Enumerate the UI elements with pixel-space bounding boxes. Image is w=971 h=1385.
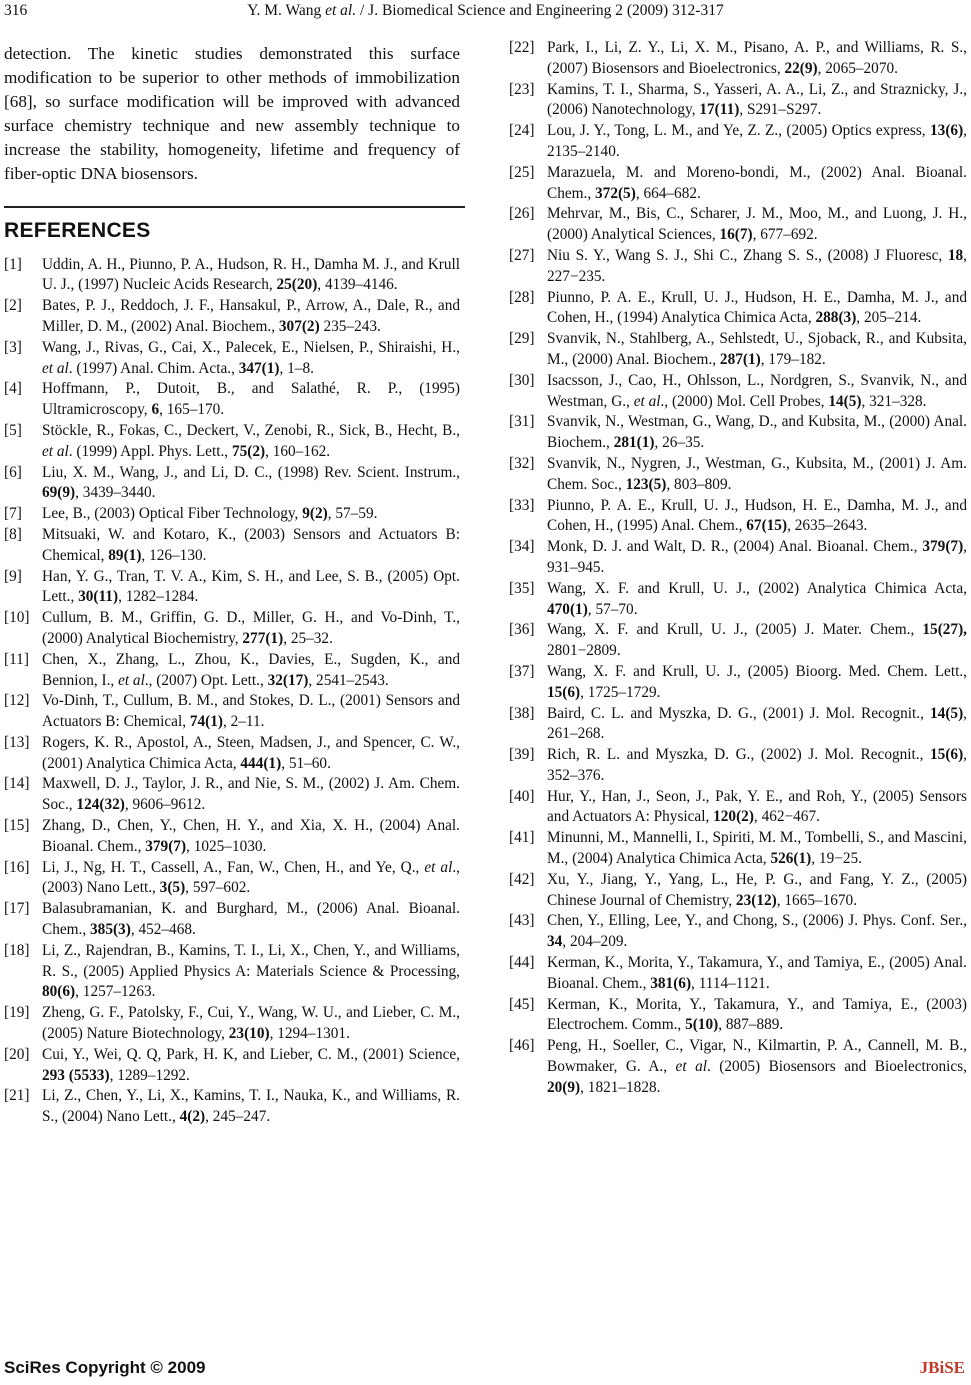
reference-item	[509, 620, 967, 662]
reference-text: Kamins, T. I., Sharma, S., Yasseri, A. A., Li, Z., and Straznicky, J., (2006) Nanotechnology, 17(11), S291–S297.	[547, 80, 967, 119]
reference-item	[509, 828, 967, 870]
reference-number: [23]	[509, 80, 535, 98]
reference-text: Minunni, M., Mannelli, I., Spiriti, M. M., Tombelli, S., and Mascini, M., (2004) Analytica Chimica Acta, 526(1), 19−25.	[547, 829, 967, 868]
reference-item	[509, 163, 967, 205]
reference-item	[509, 329, 967, 371]
reference-number: [21]	[4, 1087, 30, 1105]
reference-item	[509, 537, 967, 579]
reference-number: [31]	[509, 413, 535, 431]
reference-item	[509, 1036, 967, 1098]
reference-text: Hur, Y., Han, J., Seon, J., Pak, Y. E., and Roh, Y., (2005) Sensors and Actuators A: Physical, 120(2), 462−467.	[547, 787, 967, 826]
reference-text: Li, Z., Rajendran, B., Kamins, T. I., Li, X., Chen, Y., and Williams, R. S., (2005) Applied Physics A: Materials Science & Processing, 80(6), 1257–1263.	[42, 941, 460, 1001]
reference-number: [42]	[509, 870, 535, 888]
reference-item	[4, 296, 460, 338]
reference-text: Monk, D. J. and Walt, D. R., (2004) Anal. Bioanal. Chem., 379(7), 931–945.	[547, 538, 967, 576]
reference-number: [7]	[4, 505, 22, 523]
reference-text: Niu S. Y., Wang S. J., Shi C., Zhang S. S., (2008) J Fluoresc, 18, 227−235.	[547, 246, 967, 285]
reference-item	[4, 255, 460, 297]
reference-number: [36]	[509, 621, 535, 639]
reference-number: [6]	[4, 463, 22, 481]
reference-item	[509, 80, 967, 122]
section-divider	[4, 206, 465, 208]
references-heading: REFERENCES	[4, 218, 151, 242]
reference-number: [2]	[4, 297, 22, 315]
reference-item	[4, 567, 460, 609]
reference-text: Marazuela, M. and Moreno-bondi, M., (2002) Anal. Bioanal. Chem., 372(5), 664–682.	[547, 163, 967, 202]
reference-number: [5]	[4, 421, 22, 439]
reference-number: [25]	[509, 163, 535, 181]
reference-number: [12]	[4, 692, 30, 710]
reference-text: Wang, J., Rivas, G., Cai, X., Palecek, E., Nielsen, P., Shiraishi, H., et al. (1997) Anal. Chim. Acta., 347(1), 1–8.	[42, 338, 460, 377]
reference-text: Zhang, D., Chen, Y., Chen, H. Y., and Xia, X. H., (2004) Anal. Bioanal. Chem., 379(7), 1025–1030.	[42, 817, 460, 855]
reference-text: Chen, Y., Elling, Lee, Y., and Chong, S., (2006) J. Phys. Conf. Ser., 34, 204–209.	[547, 912, 967, 951]
reference-text: Lee, B., (2003) Optical Fiber Technology, 9(2), 57–59.	[42, 505, 378, 523]
reference-text: Li, Z., Chen, Y., Li, X., Kamins, T. I., Nauka, K., and Williams, R. S., (2004) Nano Lett., 4(2), 245–247.	[42, 1087, 460, 1126]
reference-number: [43]	[509, 912, 535, 930]
reference-item	[509, 371, 967, 413]
reference-number: [35]	[509, 579, 535, 597]
reference-item	[509, 246, 967, 288]
reference-number: [19]	[4, 1004, 30, 1022]
reference-number: [4]	[4, 380, 22, 398]
reference-number: [27]	[509, 246, 535, 264]
reference-number: [17]	[4, 900, 30, 918]
reference-item	[4, 421, 460, 463]
reference-item	[4, 1003, 460, 1045]
reference-text: Wang, X. F. and Krull, U. J., (2002) Analytica Chimica Acta, 470(1), 57–70.	[547, 579, 967, 618]
reference-number: [20]	[4, 1045, 30, 1063]
references-list-left	[4, 255, 460, 1128]
reference-text: Cullum, B. M., Griffin, G. D., Miller, G. H., and Vo-Dinh, T., (2000) Analytical Biochemistry, 277(1), 25–32.	[42, 609, 460, 647]
reference-number: [29]	[509, 330, 535, 348]
reference-text: Cui, Y., Wei, Q. Q, Park, H. K, and Lieber, C. M., (2001) Science, 293 (5533), 1289–1292.	[42, 1045, 460, 1084]
reference-number: [39]	[509, 746, 535, 764]
reference-text: Isacsson, J., Cao, H., Ohlsson, L., Nordgren, S., Svanvik, N., and Westman, G., et al., (2000) Mol. Cell Probes, 14(5), 321–328.	[547, 371, 967, 410]
reference-text: Stöckle, R., Fokas, C., Deckert, V., Zenobi, R., Sick, B., Hecht, B., et al. (1999) Appl. Phys. Lett., 75(2), 160–162.	[42, 421, 460, 460]
reference-item	[509, 995, 967, 1037]
reference-number: [28]	[509, 288, 535, 306]
reference-text: Mehrvar, M., Bis, C., Scharer, J. M., Moo, M., and Luong, J. H., (2000) Analytical Sciences, 16(7), 677–692.	[547, 205, 967, 244]
reference-number: [40]	[509, 787, 535, 805]
reference-number: [13]	[4, 733, 30, 751]
reference-item	[509, 745, 967, 787]
reference-text: Bates, P. J., Reddoch, J. F., Hansakul, P., Arrow, A., Dale, R., and Miller, D. M., (2002) Anal. Biochem., 307(2) 235–243.	[42, 297, 460, 335]
reference-item	[4, 608, 460, 650]
reference-text: Han, Y. G., Tran, T. V. A., Kim, S. H., and Lee, S. B., (2005) Opt. Lett., 30(11), 1282–1284.	[42, 567, 460, 606]
reference-text: Rich, R. L. and Myszka, D. G., (2002) J. Mol. Recognit., 15(6), 352–376.	[547, 746, 967, 784]
reference-item	[4, 650, 460, 692]
reference-text: Lou, J. Y., Tong, L. M., and Ye, Z. Z., (2005) Optics express, 13(6), 2135–2140.	[547, 122, 967, 160]
reference-text: Hoffmann, P., Dutoit, B., and Salathé, R. P., (1995) Ultramicroscopy, 6, 165–170.	[42, 380, 460, 419]
reference-text: Svanvik, N., Stahlberg, A., Sehlstedt, U., Sjoback, R., and Kubsita, M., (2000) Anal. Biochem., 287(1), 179–182.	[547, 330, 967, 368]
reference-number: [18]	[4, 941, 30, 959]
reference-text: Balasubramanian, K. and Burghard, M., (2006) Anal. Bioanal. Chem., 385(3), 452–468.	[42, 900, 460, 939]
page-number: 316	[4, 2, 28, 19]
left-column	[4, 38, 460, 1128]
intro-paragraph: detection. The kinetic studies demonstrated this surface modification to be superior to other methods of immobilization [68], so surface modification will be improved with advanced surface chemistry technique and new assembly technique to increase the stability, homogeneity, lifetime and frequency of fiber-optic DNA biosensors.	[4, 44, 460, 184]
reference-item	[509, 953, 967, 995]
reference-number: [10]	[4, 609, 30, 627]
reference-item	[509, 911, 967, 953]
reference-text: Maxwell, D. J., Taylor, J. R., and Nie, S. M., (2002) J. Am. Chem. Soc., 124(32), 9606–9612.	[42, 775, 460, 814]
reference-text: Svanvik, N., Nygren, J., Westman, G., Kubsita, M., (2001) J. Am. Chem. Soc., 123(5), 803–809.	[547, 454, 967, 493]
reference-text: Chen, X., Zhang, L., Zhou, K., Davies, E., Sugden, K., and Bennion, I., et al., (2007) Opt. Lett., 32(17), 2541–2543.	[42, 650, 460, 689]
reference-number: [22]	[509, 39, 535, 56]
reference-item	[509, 121, 967, 163]
reference-text: Vo-Dinh, T., Cullum, B. M., and Stokes, D. L., (2001) Sensors and Actuators B: Chemical, 74(1), 2–11.	[42, 692, 460, 731]
reference-text: Zheng, G. F., Patolsky, F., Cui, Y., Wang, W. U., and Lieber, C. M., (2005) Nature Biotechnology, 23(10), 1294–1301.	[42, 1004, 460, 1043]
reference-text: Kerman, K., Morita, Y., Takamura, Y., and Tamiya, E., (2005) Anal. Bioanal. Chem., 381(6), 1114–1121.	[547, 954, 967, 992]
reference-item	[4, 941, 460, 1003]
reference-text: Wang, X. F. and Krull, U. J., (2005) Bioorg. Med. Chem. Lett., 15(6), 1725–1729.	[547, 662, 967, 701]
reference-number: [37]	[509, 662, 535, 680]
copyright-notice: SciRes Copyright © 2009	[4, 1358, 206, 1377]
reference-number: [24]	[509, 122, 535, 140]
reference-item	[4, 899, 460, 941]
reference-number: [1]	[4, 255, 22, 273]
reference-item	[4, 525, 460, 567]
reference-text: Svanvik, N., Westman, G., Wang, D., and Kubsita, M., (2000) Anal. Biochem., 281(1), 26–35.	[547, 413, 967, 452]
reference-text: Mitsuaki, W. and Kotaro, K., (2003) Sensors and Actuators B: Chemical, 89(1), 126–130.	[42, 525, 460, 564]
reference-text: Rogers, K. R., Apostol, A., Steen, Madsen, J., and Spencer, C. W., (2001) Analytica Chimica Acta, 444(1), 51–60.	[42, 733, 460, 772]
reference-text: Liu, X. M., Wang, J., and Li, D. C., (1998) Rev. Scient. Instrum., 69(9), 3439–3440.	[42, 463, 460, 502]
reference-text: Xu, Y., Jiang, Y., Yang, L., He, P. G., and Fang, Y. Z., (2005) Chinese Journal of Chemistry, 23(12), 1665–1670.	[547, 870, 967, 909]
reference-text: Piunno, P. A. E., Krull, U. J., Hudson, H. E., Damha, M. J., and Cohen, H., (1994) Analytica Chimica Acta, 288(3), 205–214.	[547, 288, 967, 327]
reference-number: [30]	[509, 371, 535, 389]
reference-number: [11]	[4, 650, 29, 668]
reference-text: Kerman, K., Morita, Y., Takamura, Y., and Tamiya, E., (2003) Electrochem. Comm., 5(10), 887–889.	[547, 995, 967, 1034]
reference-item	[4, 816, 460, 858]
reference-text: Piunno, P. A. E., Krull, U. J., Hudson, H. E., Damha, M. J., and Cohen, H., (1995) Anal. Chem., 67(15), 2635–2643.	[547, 496, 967, 535]
reference-item	[509, 288, 967, 330]
reference-number: [32]	[509, 454, 535, 472]
page-footer	[0, 1354, 971, 1382]
reference-number: [8]	[4, 525, 22, 543]
reference-number: [9]	[4, 567, 22, 585]
reference-number: [26]	[509, 205, 535, 223]
reference-item	[509, 787, 967, 829]
reference-text: Baird, C. L. and Myszka, D. G., (2001) J. Mol. Recognit., 14(5), 261–268.	[547, 704, 967, 743]
references-list-right	[509, 38, 967, 1099]
reference-item	[4, 379, 460, 421]
reference-item	[4, 1045, 460, 1087]
reference-item	[4, 1086, 460, 1128]
reference-number: [46]	[509, 1037, 535, 1055]
reference-item	[509, 579, 967, 621]
reference-number: [14]	[4, 775, 30, 793]
reference-item	[509, 204, 967, 246]
reference-item	[4, 691, 460, 733]
reference-number: [3]	[4, 338, 22, 356]
reference-item	[509, 704, 967, 746]
right-column	[509, 38, 967, 1099]
running-title: Y. M. Wang et al. / J. Biomedical Science and Engineering 2 (2009) 312-317	[247, 2, 724, 19]
reference-text: Li, J., Ng, H. T., Cassell, A., Fan, W., Chen, H., and Ye, Q., et al., (2003) Nano Lett., 3(5), 597–602.	[42, 858, 460, 897]
reference-item	[509, 662, 967, 704]
reference-number: [38]	[509, 704, 535, 722]
reference-number: [33]	[509, 496, 535, 514]
reference-text: Peng, H., Soeller, C., Vigar, N., Kilmartin, P. A., Cannell, M. B., Bowmaker, G. A., et al. (2005) Biosensors and Bioelectronics, 20(9), 1821–1828.	[547, 1037, 967, 1096]
reference-item	[4, 338, 460, 380]
reference-item	[509, 412, 967, 454]
reference-number: [34]	[509, 538, 535, 556]
journal-logo: JBiSE	[919, 1358, 965, 1377]
reference-number: [41]	[509, 829, 535, 847]
reference-item	[509, 454, 967, 496]
reference-item	[4, 463, 460, 505]
reference-item	[509, 870, 967, 912]
reference-number: [44]	[509, 954, 535, 972]
reference-item	[4, 504, 460, 525]
page-header	[0, 0, 971, 28]
reference-item	[4, 858, 460, 900]
reference-number: [45]	[509, 995, 535, 1013]
reference-item	[509, 38, 967, 80]
reference-item	[509, 496, 967, 538]
reference-item	[4, 774, 460, 816]
reference-text: Park, I., Li, Z. Y., Li, X. M., Pisano, A. P., and Williams, R. S., (2007) Biosensors and Bioelectronics, 22(9), 2065–2070.	[547, 39, 967, 77]
reference-item	[4, 733, 460, 775]
reference-number: [15]	[4, 817, 30, 835]
reference-text: Wang, X. F. and Krull, U. J., (2005) J. Mater. Chem., 15(27), 2801−2809.	[547, 621, 967, 660]
reference-number: [16]	[4, 858, 30, 876]
reference-text: Uddin, A. H., Piunno, P. A., Hudson, R. H., Damha M. J., and Krull U. J., (1997) Nucleic Acids Research, 25(20), 4139–4146.	[42, 255, 460, 294]
